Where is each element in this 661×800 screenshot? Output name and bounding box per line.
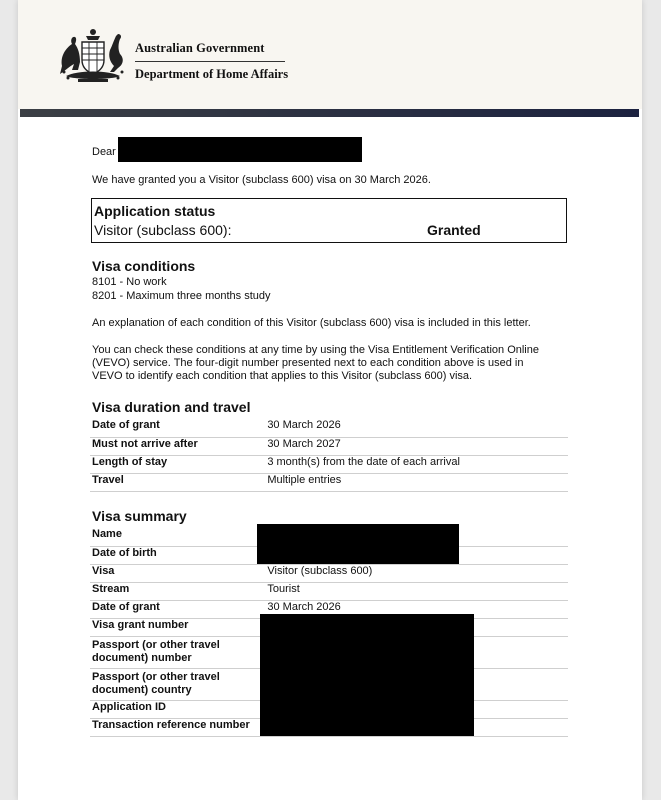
row-label: Visa grant number xyxy=(92,618,189,631)
row-value: Visitor (subclass 600) xyxy=(267,564,373,577)
row-label: Application ID xyxy=(92,700,166,713)
application-status-value: Granted xyxy=(427,222,481,238)
duration-table xyxy=(90,419,568,492)
application-visa-type: Visitor (subclass 600): xyxy=(94,222,232,238)
government-name: Australian Government xyxy=(135,41,265,55)
vevo-line-2: (VEVO) service. The four-digit number presented next to each condition above is used in xyxy=(92,357,524,369)
condition-8101: 8101 - No work xyxy=(92,276,167,288)
table-row xyxy=(90,582,568,600)
row-label: Must not arrive after xyxy=(92,437,198,450)
application-status-box xyxy=(91,198,567,243)
redacted-name-dob xyxy=(257,524,459,564)
row-value: 30 March 2026 xyxy=(267,600,341,613)
redacted-identifiers xyxy=(260,614,474,736)
row-value: Multiple entries xyxy=(267,473,342,486)
row-label: Passport (or other travel document) country xyxy=(92,670,220,696)
salutation: Dear xyxy=(92,146,116,158)
table-row xyxy=(90,419,568,437)
grant-intro: We have granted you a Visitor (subclass 600) visa on 30 March 2026. xyxy=(92,174,431,186)
vevo-line-3: VEVO to identify each condition that applies to this Visitor (subclass 600) visa. xyxy=(92,370,473,382)
visa-conditions-heading: Visa conditions xyxy=(92,258,196,274)
conditions-explanation: An explanation of each condition of this Visitor (subclass 600) visa is included in this letter. xyxy=(92,317,531,329)
redacted-recipient-name xyxy=(118,137,362,162)
row-label: Date of grant xyxy=(92,419,160,431)
row-label: Transaction reference number xyxy=(92,718,250,731)
table-row xyxy=(90,564,568,582)
table-row xyxy=(90,473,568,491)
agency-divider xyxy=(135,61,285,62)
row-value: 30 March 2027 xyxy=(267,437,341,450)
row-label: Name xyxy=(92,528,122,540)
department-name: Department of Home Affairs xyxy=(135,67,289,81)
row-label: Passport (or other travel document) number xyxy=(92,638,220,664)
row-value: 3 month(s) from the date of each arrival xyxy=(267,455,460,468)
row-label: Date of birth xyxy=(92,546,157,559)
coat-of-arms-icon xyxy=(56,26,130,84)
agency-name xyxy=(135,41,288,82)
row-label: Date of grant xyxy=(92,600,160,613)
table-row xyxy=(90,437,568,455)
row-label: Stream xyxy=(92,582,130,595)
application-status-title: Application status xyxy=(94,203,216,219)
duration-heading: Visa duration and travel xyxy=(92,399,251,415)
condition-8201: 8201 - Maximum three months study xyxy=(92,290,271,302)
header-bar xyxy=(20,109,639,117)
vevo-line-1: You can check these conditions at any time by using the Visa Entitlement Verification Online xyxy=(92,344,539,356)
summary-heading: Visa summary xyxy=(92,508,187,524)
row-label: Visa xyxy=(92,564,115,577)
table-row xyxy=(90,455,568,473)
letterhead xyxy=(18,0,642,109)
row-value: Tourist xyxy=(267,582,300,595)
row-value: 30 March 2026 xyxy=(267,419,341,431)
row-label: Length of stay xyxy=(92,455,168,468)
row-label: Travel xyxy=(92,473,124,486)
